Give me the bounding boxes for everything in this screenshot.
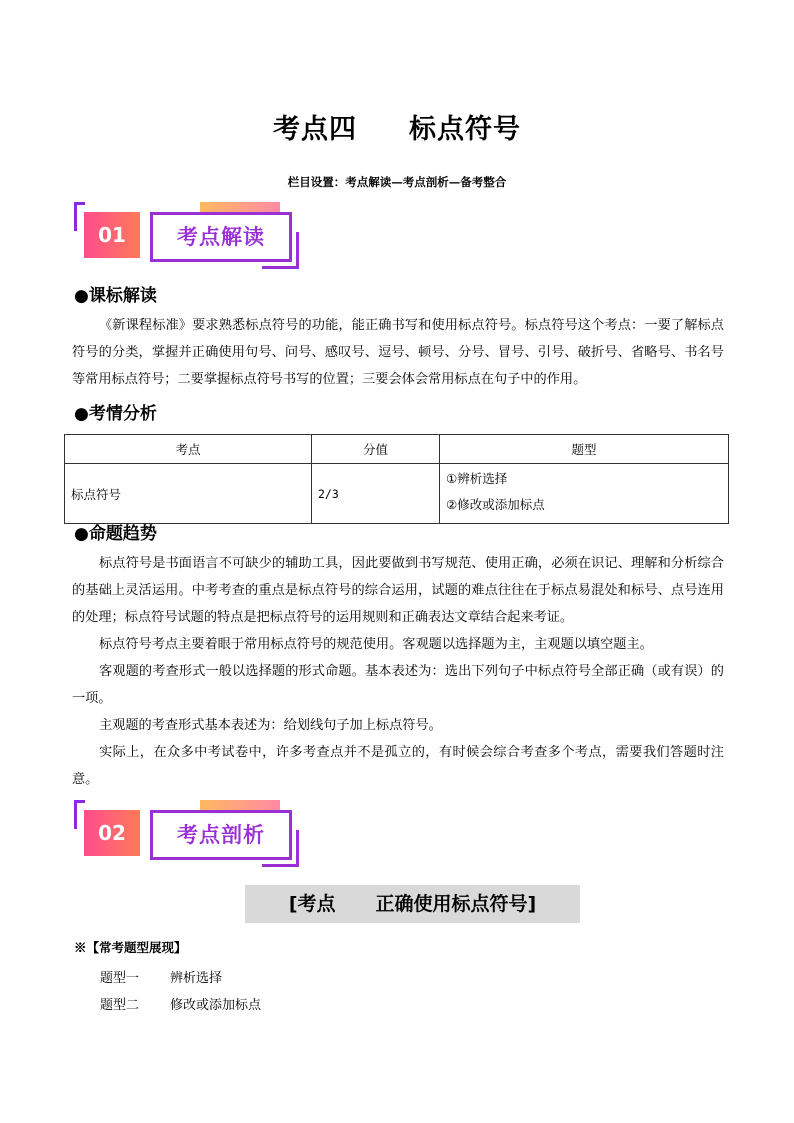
kaodian-left: [考点 (288, 893, 336, 915)
table-cell-point: 标点符号 (65, 464, 312, 524)
curriculum-paragraph: 《新课程标准》要求熟悉标点符号的功能，能正确书写和使用标点符号。标点符号这个考点：一要了解标点符号的分类，掌握并正确使用句号、问号、感叹号、逗号、顿号、分号、冒号、引号、破折号、省略号、书名号等常用标点符号；二要掌握标点符号书写的位置；三要会体会常用标点在句子中的作用。 (72, 318, 724, 387)
type-item: ①辨析选择 (446, 471, 508, 486)
table-header: 分值 (312, 435, 440, 464)
table-row (65, 464, 729, 524)
section-label: 考点解读 (177, 225, 265, 249)
question-type-name: 题型二 (100, 998, 140, 1013)
question-type-name: 题型一 (100, 971, 140, 986)
heading-analysis: ●考情分析 (74, 404, 157, 424)
question-type-desc: 修改或添加标点 (170, 998, 262, 1013)
heading-trend: ●命题趋势 (74, 524, 157, 544)
kaodian-title-bar (245, 885, 580, 923)
table-header: 题型 (440, 435, 729, 464)
trend-paragraph-1: 标点符号是书面语言不可缺少的辅助工具，因此要做到书写规范、使用正确，必须在识记、理解和分析综合的基础上灵活运用。中考考查的重点是标点符号的综合运用，试题的难点往往在于标点易混处和标号、点号连用的处理；标点符号试题的特点是把标点符号的运用规则和正确表达文章结合起来考证。 (72, 556, 724, 625)
table-header-row (65, 435, 729, 464)
table-cell-types (440, 464, 729, 524)
page-title (0, 107, 794, 146)
question-type-desc: 辨析选择 (170, 971, 223, 986)
section-label: 考点剖析 (177, 823, 265, 847)
type-item: ②修改或添加标点 (446, 497, 545, 512)
section-badge-02 (74, 800, 304, 866)
kaodian-right: 正确使用标点符号] (375, 893, 537, 915)
section-number: 02 (84, 810, 140, 856)
section-number: 01 (84, 212, 140, 258)
table-cell-score: 2/3 (312, 464, 440, 524)
trend-paragraph-4: 主观题的考查形式基本表述为：给划线句子加上标点符号。 (99, 718, 442, 733)
title-part1: 考点四 (273, 114, 357, 145)
trend-paragraph-3: 客观题的考查形式一般以选择题的形式命题。基本表述为：选出下列句子中标点符号全部正确（或有误）的一项。 (72, 664, 724, 706)
section-badge-01 (74, 202, 304, 268)
common-types-note: ※【常考题型展现】 (74, 940, 187, 955)
heading-curriculum: ●课标解读 (74, 286, 157, 306)
title-part2: 标点符号 (409, 114, 521, 145)
question-type-item (100, 967, 222, 986)
trend-paragraph-2: 标点符号考点主要着眼于常用标点符号的规范使用。客观题以选择题为主，主观题以填空题主。 (99, 637, 653, 652)
question-type-item (100, 994, 261, 1013)
table-header: 考点 (65, 435, 312, 464)
exam-analysis-table (64, 434, 729, 524)
trend-paragraph-5: 实际上，在众多中考试卷中，许多考查点并不是孤立的，有时候会综合考查多个考点，需要我们答题时注意。 (72, 745, 724, 787)
column-setting-subtitle: 栏目设置：考点解读—考点剖析—备考整合 (287, 175, 507, 189)
